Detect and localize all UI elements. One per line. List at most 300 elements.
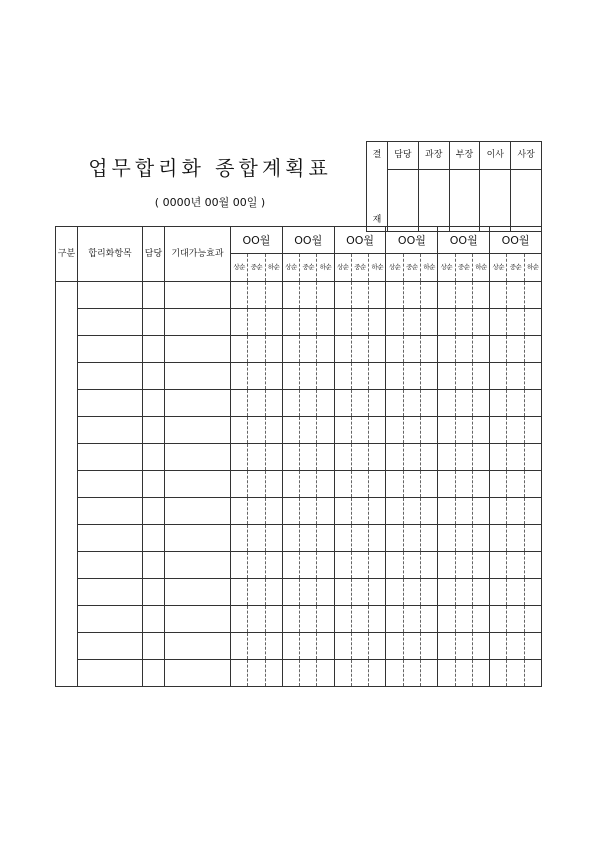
- schedule-cell[interactable]: [421, 525, 438, 552]
- schedule-cell[interactable]: [403, 606, 420, 633]
- schedule-cell[interactable]: [421, 336, 438, 363]
- schedule-cell[interactable]: [403, 417, 420, 444]
- schedule-cell[interactable]: [351, 444, 368, 471]
- approval-signature-cell-2[interactable]: [418, 170, 449, 232]
- effect-cell[interactable]: [165, 336, 231, 363]
- schedule-cell[interactable]: [455, 498, 472, 525]
- schedule-cell[interactable]: [386, 363, 403, 390]
- owner-cell[interactable]: [143, 579, 165, 606]
- schedule-cell[interactable]: [507, 309, 524, 336]
- schedule-cell[interactable]: [490, 363, 507, 390]
- schedule-cell[interactable]: [455, 471, 472, 498]
- item-cell[interactable]: [78, 444, 143, 471]
- schedule-cell[interactable]: [351, 525, 368, 552]
- schedule-cell[interactable]: [472, 471, 489, 498]
- schedule-cell[interactable]: [455, 282, 472, 309]
- schedule-cell[interactable]: [490, 309, 507, 336]
- owner-cell[interactable]: [143, 660, 165, 687]
- schedule-cell[interactable]: [282, 525, 299, 552]
- schedule-cell[interactable]: [248, 390, 265, 417]
- schedule-cell[interactable]: [490, 633, 507, 660]
- schedule-cell[interactable]: [265, 471, 282, 498]
- schedule-cell[interactable]: [369, 525, 386, 552]
- schedule-cell[interactable]: [421, 552, 438, 579]
- schedule-cell[interactable]: [369, 606, 386, 633]
- schedule-cell[interactable]: [472, 525, 489, 552]
- schedule-cell[interactable]: [438, 498, 455, 525]
- schedule-cell[interactable]: [351, 579, 368, 606]
- schedule-cell[interactable]: [231, 282, 248, 309]
- schedule-cell[interactable]: [351, 660, 368, 687]
- approval-signature-cell-3[interactable]: [449, 170, 480, 232]
- schedule-cell[interactable]: [421, 498, 438, 525]
- schedule-cell[interactable]: [369, 498, 386, 525]
- schedule-cell[interactable]: [421, 471, 438, 498]
- schedule-cell[interactable]: [300, 282, 317, 309]
- schedule-cell[interactable]: [403, 309, 420, 336]
- schedule-cell[interactable]: [317, 390, 334, 417]
- schedule-cell[interactable]: [438, 390, 455, 417]
- schedule-cell[interactable]: [455, 660, 472, 687]
- schedule-cell[interactable]: [248, 336, 265, 363]
- schedule-cell[interactable]: [248, 579, 265, 606]
- schedule-cell[interactable]: [421, 309, 438, 336]
- schedule-cell[interactable]: [265, 579, 282, 606]
- schedule-cell[interactable]: [490, 552, 507, 579]
- schedule-cell[interactable]: [265, 282, 282, 309]
- schedule-cell[interactable]: [455, 309, 472, 336]
- schedule-cell[interactable]: [351, 336, 368, 363]
- schedule-cell[interactable]: [524, 363, 541, 390]
- schedule-cell[interactable]: [351, 498, 368, 525]
- schedule-cell[interactable]: [231, 363, 248, 390]
- schedule-cell[interactable]: [282, 336, 299, 363]
- approval-signature-cell-5[interactable]: [511, 170, 542, 232]
- schedule-cell[interactable]: [507, 552, 524, 579]
- effect-cell[interactable]: [165, 444, 231, 471]
- schedule-cell[interactable]: [524, 498, 541, 525]
- schedule-cell[interactable]: [403, 498, 420, 525]
- item-cell[interactable]: [78, 606, 143, 633]
- schedule-cell[interactable]: [248, 552, 265, 579]
- schedule-cell[interactable]: [421, 444, 438, 471]
- schedule-cell[interactable]: [248, 606, 265, 633]
- schedule-cell[interactable]: [386, 336, 403, 363]
- owner-cell[interactable]: [143, 633, 165, 660]
- schedule-cell[interactable]: [351, 471, 368, 498]
- schedule-cell[interactable]: [386, 579, 403, 606]
- schedule-cell[interactable]: [490, 525, 507, 552]
- schedule-cell[interactable]: [231, 579, 248, 606]
- schedule-cell[interactable]: [386, 417, 403, 444]
- schedule-cell[interactable]: [231, 552, 248, 579]
- schedule-cell[interactable]: [507, 579, 524, 606]
- schedule-cell[interactable]: [351, 309, 368, 336]
- item-cell[interactable]: [78, 390, 143, 417]
- item-cell[interactable]: [78, 309, 143, 336]
- schedule-cell[interactable]: [282, 390, 299, 417]
- item-cell[interactable]: [78, 363, 143, 390]
- schedule-cell[interactable]: [351, 417, 368, 444]
- schedule-cell[interactable]: [231, 498, 248, 525]
- item-cell[interactable]: [78, 525, 143, 552]
- schedule-cell[interactable]: [403, 660, 420, 687]
- schedule-cell[interactable]: [455, 363, 472, 390]
- schedule-cell[interactable]: [248, 282, 265, 309]
- schedule-cell[interactable]: [231, 390, 248, 417]
- schedule-cell[interactable]: [248, 471, 265, 498]
- schedule-cell[interactable]: [490, 390, 507, 417]
- schedule-cell[interactable]: [351, 606, 368, 633]
- item-cell[interactable]: [78, 498, 143, 525]
- schedule-cell[interactable]: [265, 633, 282, 660]
- schedule-cell[interactable]: [507, 336, 524, 363]
- schedule-cell[interactable]: [438, 579, 455, 606]
- schedule-cell[interactable]: [317, 552, 334, 579]
- schedule-cell[interactable]: [403, 471, 420, 498]
- schedule-cell[interactable]: [472, 633, 489, 660]
- schedule-cell[interactable]: [507, 444, 524, 471]
- schedule-cell[interactable]: [455, 444, 472, 471]
- schedule-cell[interactable]: [472, 444, 489, 471]
- item-cell[interactable]: [78, 660, 143, 687]
- schedule-cell[interactable]: [265, 660, 282, 687]
- schedule-cell[interactable]: [455, 417, 472, 444]
- schedule-cell[interactable]: [472, 552, 489, 579]
- schedule-cell[interactable]: [369, 471, 386, 498]
- effect-cell[interactable]: [165, 579, 231, 606]
- schedule-cell[interactable]: [455, 606, 472, 633]
- schedule-cell[interactable]: [524, 444, 541, 471]
- owner-cell[interactable]: [143, 471, 165, 498]
- schedule-cell[interactable]: [248, 417, 265, 444]
- schedule-cell[interactable]: [438, 552, 455, 579]
- schedule-cell[interactable]: [300, 525, 317, 552]
- schedule-cell[interactable]: [300, 363, 317, 390]
- schedule-cell[interactable]: [507, 417, 524, 444]
- schedule-cell[interactable]: [317, 309, 334, 336]
- schedule-cell[interactable]: [334, 363, 351, 390]
- schedule-cell[interactable]: [507, 525, 524, 552]
- schedule-cell[interactable]: [386, 309, 403, 336]
- schedule-cell[interactable]: [317, 417, 334, 444]
- schedule-cell[interactable]: [524, 552, 541, 579]
- schedule-cell[interactable]: [490, 660, 507, 687]
- schedule-cell[interactable]: [300, 417, 317, 444]
- schedule-cell[interactable]: [421, 660, 438, 687]
- schedule-cell[interactable]: [334, 525, 351, 552]
- schedule-cell[interactable]: [421, 363, 438, 390]
- schedule-cell[interactable]: [472, 660, 489, 687]
- schedule-cell[interactable]: [386, 390, 403, 417]
- schedule-cell[interactable]: [351, 390, 368, 417]
- effect-cell[interactable]: [165, 525, 231, 552]
- schedule-cell[interactable]: [455, 336, 472, 363]
- schedule-cell[interactable]: [282, 552, 299, 579]
- schedule-cell[interactable]: [386, 471, 403, 498]
- schedule-cell[interactable]: [282, 498, 299, 525]
- schedule-cell[interactable]: [524, 417, 541, 444]
- owner-cell[interactable]: [143, 498, 165, 525]
- schedule-cell[interactable]: [265, 417, 282, 444]
- schedule-cell[interactable]: [472, 336, 489, 363]
- schedule-cell[interactable]: [265, 390, 282, 417]
- schedule-cell[interactable]: [248, 525, 265, 552]
- schedule-cell[interactable]: [300, 552, 317, 579]
- schedule-cell[interactable]: [455, 552, 472, 579]
- item-cell[interactable]: [78, 552, 143, 579]
- schedule-cell[interactable]: [317, 336, 334, 363]
- owner-cell[interactable]: [143, 444, 165, 471]
- schedule-cell[interactable]: [282, 309, 299, 336]
- schedule-cell[interactable]: [334, 336, 351, 363]
- schedule-cell[interactable]: [507, 282, 524, 309]
- schedule-cell[interactable]: [248, 444, 265, 471]
- schedule-cell[interactable]: [421, 633, 438, 660]
- schedule-cell[interactable]: [282, 363, 299, 390]
- schedule-cell[interactable]: [524, 390, 541, 417]
- schedule-cell[interactable]: [403, 579, 420, 606]
- schedule-cell[interactable]: [524, 309, 541, 336]
- item-cell[interactable]: [78, 417, 143, 444]
- schedule-cell[interactable]: [507, 498, 524, 525]
- schedule-cell[interactable]: [421, 606, 438, 633]
- schedule-cell[interactable]: [317, 282, 334, 309]
- schedule-cell[interactable]: [438, 606, 455, 633]
- schedule-cell[interactable]: [490, 282, 507, 309]
- schedule-cell[interactable]: [300, 660, 317, 687]
- owner-cell[interactable]: [143, 309, 165, 336]
- schedule-cell[interactable]: [472, 390, 489, 417]
- schedule-cell[interactable]: [351, 633, 368, 660]
- schedule-cell[interactable]: [231, 633, 248, 660]
- schedule-cell[interactable]: [334, 309, 351, 336]
- schedule-cell[interactable]: [524, 633, 541, 660]
- schedule-cell[interactable]: [231, 471, 248, 498]
- schedule-cell[interactable]: [248, 660, 265, 687]
- schedule-cell[interactable]: [524, 579, 541, 606]
- schedule-cell[interactable]: [507, 471, 524, 498]
- schedule-cell[interactable]: [265, 363, 282, 390]
- item-cell[interactable]: [78, 282, 143, 309]
- schedule-cell[interactable]: [300, 498, 317, 525]
- schedule-cell[interactable]: [334, 579, 351, 606]
- approval-signature-cell-4[interactable]: [480, 170, 511, 232]
- schedule-cell[interactable]: [438, 417, 455, 444]
- schedule-cell[interactable]: [421, 282, 438, 309]
- schedule-cell[interactable]: [386, 282, 403, 309]
- schedule-cell[interactable]: [300, 579, 317, 606]
- schedule-cell[interactable]: [403, 336, 420, 363]
- schedule-cell[interactable]: [282, 471, 299, 498]
- schedule-cell[interactable]: [455, 525, 472, 552]
- schedule-cell[interactable]: [455, 633, 472, 660]
- schedule-cell[interactable]: [524, 660, 541, 687]
- schedule-cell[interactable]: [386, 660, 403, 687]
- schedule-cell[interactable]: [472, 606, 489, 633]
- schedule-cell[interactable]: [231, 417, 248, 444]
- schedule-cell[interactable]: [351, 363, 368, 390]
- schedule-cell[interactable]: [490, 579, 507, 606]
- schedule-cell[interactable]: [507, 660, 524, 687]
- effect-cell[interactable]: [165, 417, 231, 444]
- item-cell[interactable]: [78, 633, 143, 660]
- schedule-cell[interactable]: [334, 498, 351, 525]
- schedule-cell[interactable]: [386, 606, 403, 633]
- approval-signature-cell-1[interactable]: [388, 170, 419, 232]
- schedule-cell[interactable]: [334, 552, 351, 579]
- schedule-cell[interactable]: [282, 417, 299, 444]
- schedule-cell[interactable]: [334, 390, 351, 417]
- schedule-cell[interactable]: [438, 444, 455, 471]
- schedule-cell[interactable]: [300, 471, 317, 498]
- schedule-cell[interactable]: [334, 633, 351, 660]
- schedule-cell[interactable]: [317, 363, 334, 390]
- schedule-cell[interactable]: [248, 498, 265, 525]
- schedule-cell[interactable]: [265, 444, 282, 471]
- owner-cell[interactable]: [143, 606, 165, 633]
- schedule-cell[interactable]: [507, 606, 524, 633]
- schedule-cell[interactable]: [265, 606, 282, 633]
- owner-cell[interactable]: [143, 390, 165, 417]
- schedule-cell[interactable]: [231, 660, 248, 687]
- schedule-cell[interactable]: [524, 336, 541, 363]
- schedule-cell[interactable]: [300, 444, 317, 471]
- schedule-cell[interactable]: [524, 471, 541, 498]
- schedule-cell[interactable]: [472, 498, 489, 525]
- schedule-cell[interactable]: [490, 471, 507, 498]
- schedule-cell[interactable]: [369, 390, 386, 417]
- schedule-cell[interactable]: [403, 363, 420, 390]
- schedule-cell[interactable]: [265, 525, 282, 552]
- schedule-cell[interactable]: [317, 633, 334, 660]
- schedule-cell[interactable]: [472, 417, 489, 444]
- schedule-cell[interactable]: [317, 525, 334, 552]
- schedule-cell[interactable]: [438, 336, 455, 363]
- schedule-cell[interactable]: [403, 552, 420, 579]
- item-cell[interactable]: [78, 579, 143, 606]
- schedule-cell[interactable]: [282, 660, 299, 687]
- schedule-cell[interactable]: [524, 525, 541, 552]
- schedule-cell[interactable]: [403, 282, 420, 309]
- schedule-cell[interactable]: [334, 660, 351, 687]
- owner-cell[interactable]: [143, 417, 165, 444]
- schedule-cell[interactable]: [248, 633, 265, 660]
- schedule-cell[interactable]: [438, 363, 455, 390]
- schedule-cell[interactable]: [386, 444, 403, 471]
- schedule-cell[interactable]: [472, 579, 489, 606]
- schedule-cell[interactable]: [490, 444, 507, 471]
- schedule-cell[interactable]: [282, 606, 299, 633]
- schedule-cell[interactable]: [265, 552, 282, 579]
- schedule-cell[interactable]: [421, 390, 438, 417]
- schedule-cell[interactable]: [300, 309, 317, 336]
- schedule-cell[interactable]: [438, 471, 455, 498]
- schedule-cell[interactable]: [265, 309, 282, 336]
- effect-cell[interactable]: [165, 363, 231, 390]
- schedule-cell[interactable]: [472, 363, 489, 390]
- schedule-cell[interactable]: [386, 633, 403, 660]
- schedule-cell[interactable]: [317, 444, 334, 471]
- schedule-cell[interactable]: [472, 282, 489, 309]
- effect-cell[interactable]: [165, 390, 231, 417]
- schedule-cell[interactable]: [334, 417, 351, 444]
- schedule-cell[interactable]: [369, 282, 386, 309]
- schedule-cell[interactable]: [317, 471, 334, 498]
- effect-cell[interactable]: [165, 660, 231, 687]
- schedule-cell[interactable]: [231, 606, 248, 633]
- effect-cell[interactable]: [165, 282, 231, 309]
- schedule-cell[interactable]: [403, 525, 420, 552]
- effect-cell[interactable]: [165, 498, 231, 525]
- schedule-cell[interactable]: [455, 390, 472, 417]
- item-cell[interactable]: [78, 471, 143, 498]
- schedule-cell[interactable]: [231, 444, 248, 471]
- schedule-cell[interactable]: [369, 579, 386, 606]
- schedule-cell[interactable]: [403, 444, 420, 471]
- effect-cell[interactable]: [165, 552, 231, 579]
- schedule-cell[interactable]: [438, 525, 455, 552]
- schedule-cell[interactable]: [490, 498, 507, 525]
- schedule-cell[interactable]: [369, 363, 386, 390]
- schedule-cell[interactable]: [421, 417, 438, 444]
- schedule-cell[interactable]: [351, 552, 368, 579]
- owner-cell[interactable]: [143, 336, 165, 363]
- schedule-cell[interactable]: [369, 417, 386, 444]
- effect-cell[interactable]: [165, 309, 231, 336]
- schedule-cell[interactable]: [507, 363, 524, 390]
- schedule-cell[interactable]: [507, 633, 524, 660]
- schedule-cell[interactable]: [369, 660, 386, 687]
- schedule-cell[interactable]: [317, 498, 334, 525]
- schedule-cell[interactable]: [265, 498, 282, 525]
- schedule-cell[interactable]: [334, 282, 351, 309]
- schedule-cell[interactable]: [524, 606, 541, 633]
- schedule-cell[interactable]: [248, 309, 265, 336]
- schedule-cell[interactable]: [334, 606, 351, 633]
- schedule-cell[interactable]: [438, 309, 455, 336]
- schedule-cell[interactable]: [507, 390, 524, 417]
- schedule-cell[interactable]: [386, 525, 403, 552]
- schedule-cell[interactable]: [231, 525, 248, 552]
- owner-cell[interactable]: [143, 282, 165, 309]
- schedule-cell[interactable]: [455, 579, 472, 606]
- item-cell[interactable]: [78, 336, 143, 363]
- schedule-cell[interactable]: [403, 390, 420, 417]
- schedule-cell[interactable]: [369, 309, 386, 336]
- schedule-cell[interactable]: [300, 390, 317, 417]
- schedule-cell[interactable]: [403, 633, 420, 660]
- schedule-cell[interactable]: [386, 498, 403, 525]
- schedule-cell[interactable]: [369, 444, 386, 471]
- schedule-cell[interactable]: [282, 282, 299, 309]
- schedule-cell[interactable]: [421, 579, 438, 606]
- schedule-cell[interactable]: [334, 444, 351, 471]
- schedule-cell[interactable]: [438, 282, 455, 309]
- effect-cell[interactable]: [165, 633, 231, 660]
- schedule-cell[interactable]: [334, 471, 351, 498]
- schedule-cell[interactable]: [231, 309, 248, 336]
- schedule-cell[interactable]: [524, 282, 541, 309]
- schedule-cell[interactable]: [265, 336, 282, 363]
- schedule-cell[interactable]: [248, 363, 265, 390]
- schedule-cell[interactable]: [490, 606, 507, 633]
- owner-cell[interactable]: [143, 363, 165, 390]
- schedule-cell[interactable]: [369, 552, 386, 579]
- owner-cell[interactable]: [143, 552, 165, 579]
- schedule-cell[interactable]: [300, 633, 317, 660]
- schedule-cell[interactable]: [369, 633, 386, 660]
